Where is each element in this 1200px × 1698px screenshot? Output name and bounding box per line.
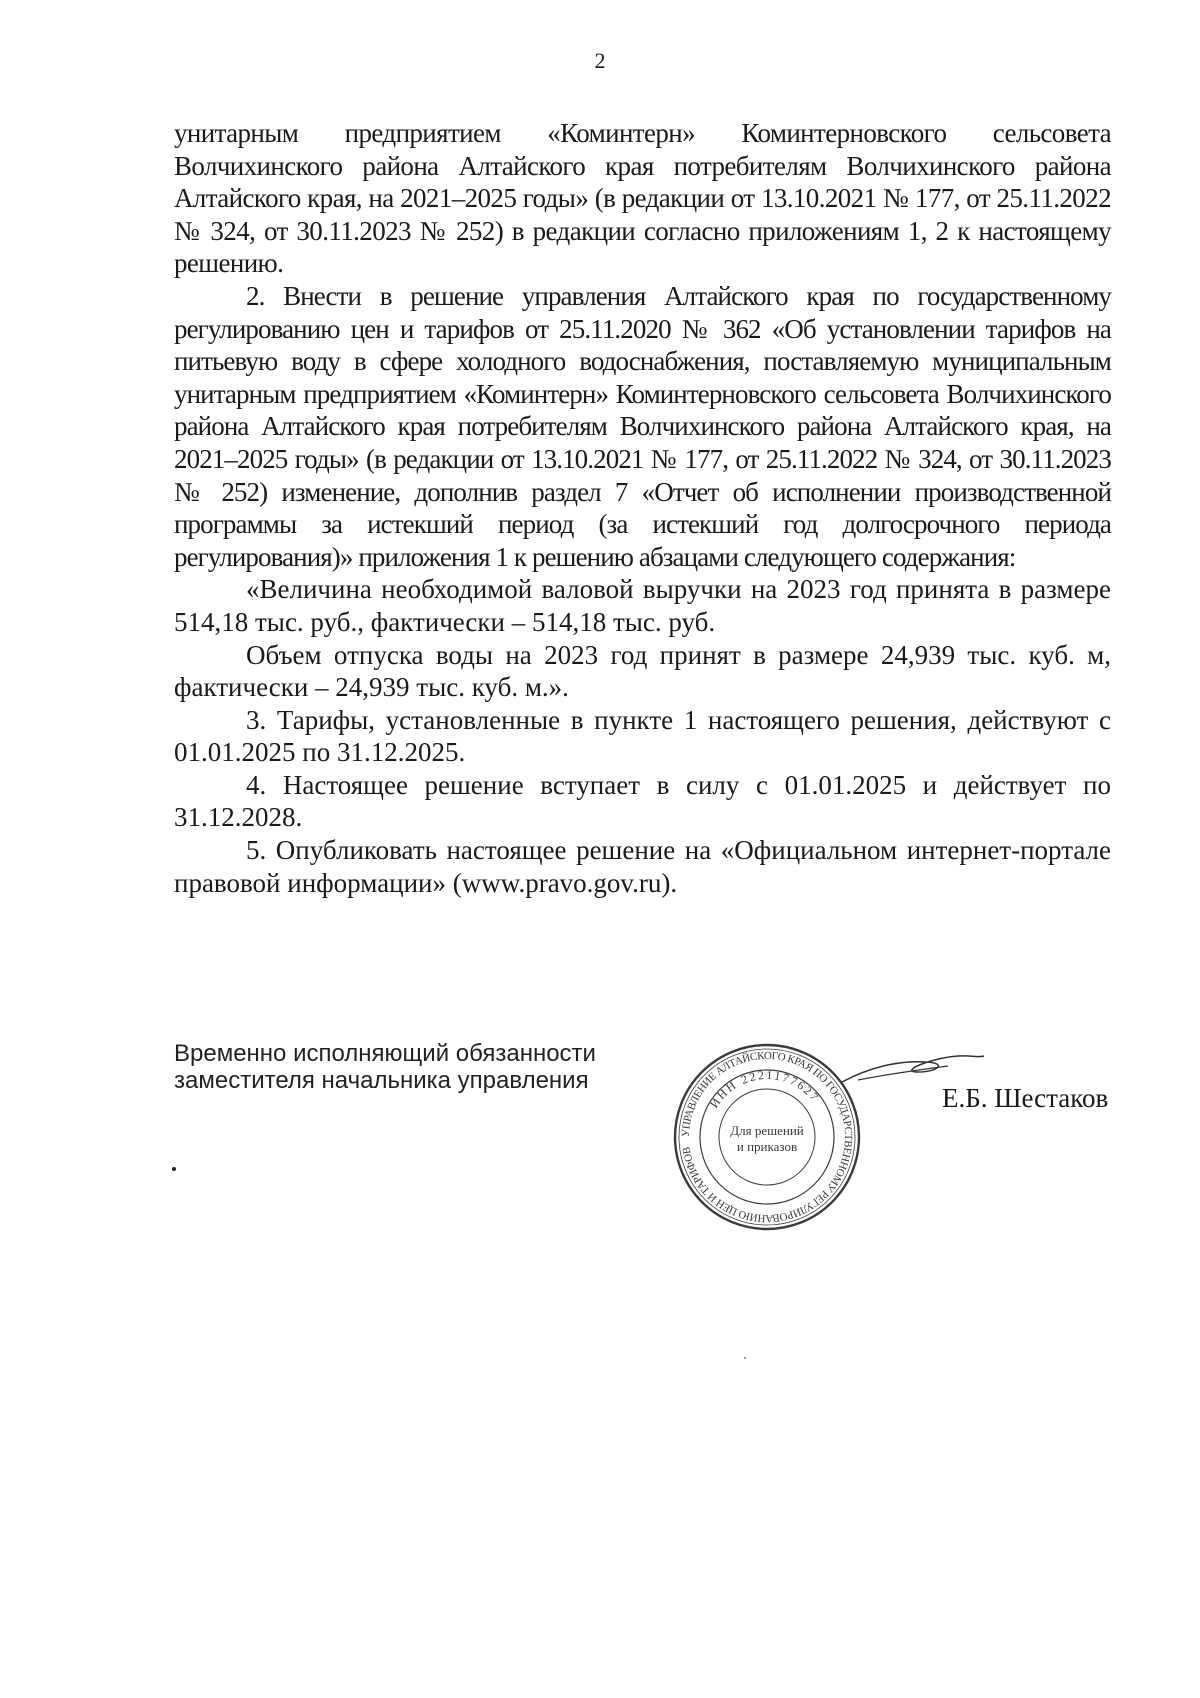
seal-center-line1: Для решений (730, 1123, 804, 1138)
paragraph-item-2: 2. Внести в решение управления Алтайского края по государственному регулированию цен и тарифов от 25.11.2020 № 362 «Об установлении тарифов на питьевую воду в сфере холодного водоснабжения, поставляемую муниципальным унитарным предприятием «Коминтерн» Коминтерновского сельсовета Волчихинского района Алтайского края потребителям Волчихинского района Алтайского края, на 2021–2025 годы» (в редакции от 13.10.2021 № 177, от 25.11.2022 № 324, от 30.11.2023 № 252) изменение, дополнив раздел 7 «Отчет об исполнении производственной программы за истекший период (за истекший год долгосрочного периода регулирования)» приложения 1 к решению абзацами следующего содержания: (174, 280, 1111, 572)
paragraph-continuation: унитарным предприятием «Коминтерн» Коминтерновского сельсовета Волчихинского района Алтайского края потребителям Волчихинского района Алтайского края, на 2021–2025 годы» (в редакции от 13.10.2021 № 177, от 25.11.2022 № 324, от 30.11.2023 № 252) в редакции согласно приложениям 1, 2 к настоящему решению. (174, 118, 1111, 279)
stray-mark (172, 1167, 176, 1171)
seal-graphic (672, 1042, 862, 1232)
seal-inn-text: ИНН 2221177627 (706, 1067, 823, 1111)
official-seal (672, 1042, 862, 1237)
signatory-name: Е.Б. Шестаков (942, 1083, 1109, 1113)
signatory-position-line2: заместителя начальника управления (174, 1067, 589, 1094)
paragraph-quote-volume: Объем отпуска воды на 2023 год принят в размере 24,939 тыс. куб. м, фактически – 24,939 тыс. куб. м.». (174, 639, 1111, 703)
paragraph-item-3: 3. Тарифы, установленные в пункте 1 настоящего решения, действуют с 01.01.2025 по 31.12.2025. (174, 704, 1111, 768)
signatory-position (174, 1040, 596, 1094)
scan-speck (744, 1357, 746, 1359)
paragraph-quote-revenue: «Величина необходимой валовой выручки на 2023 год принята в размере 514,18 тыс. руб., фактически – 514,18 тыс. руб. (174, 574, 1111, 637)
seal-center-line2: и приказов (736, 1139, 798, 1154)
seal-outer-text: УПРАВЛЕНИЕ АЛТАЙСКОГО КРАЯ ПО ГОСУДАРСТВЕННОМУ РЕГУЛИРОВАНИЮ ЦЕН И ТАРИФОВ (679, 1049, 855, 1225)
page-number: 2 (594, 48, 606, 73)
paragraph-item-4: 4. Настоящее решение вступает в силу с 01.01.2025 и действует по 31.12.2028. (174, 769, 1111, 833)
document-body (174, 117, 1111, 899)
signatory-position-line1: Временно исполняющий обязанности (174, 1040, 596, 1067)
paragraph-item-5: 5. Опубликовать настоящее решение на «Официальном интернет-портале правовой информации» (www.pravo.gov.ru). (174, 835, 1111, 898)
